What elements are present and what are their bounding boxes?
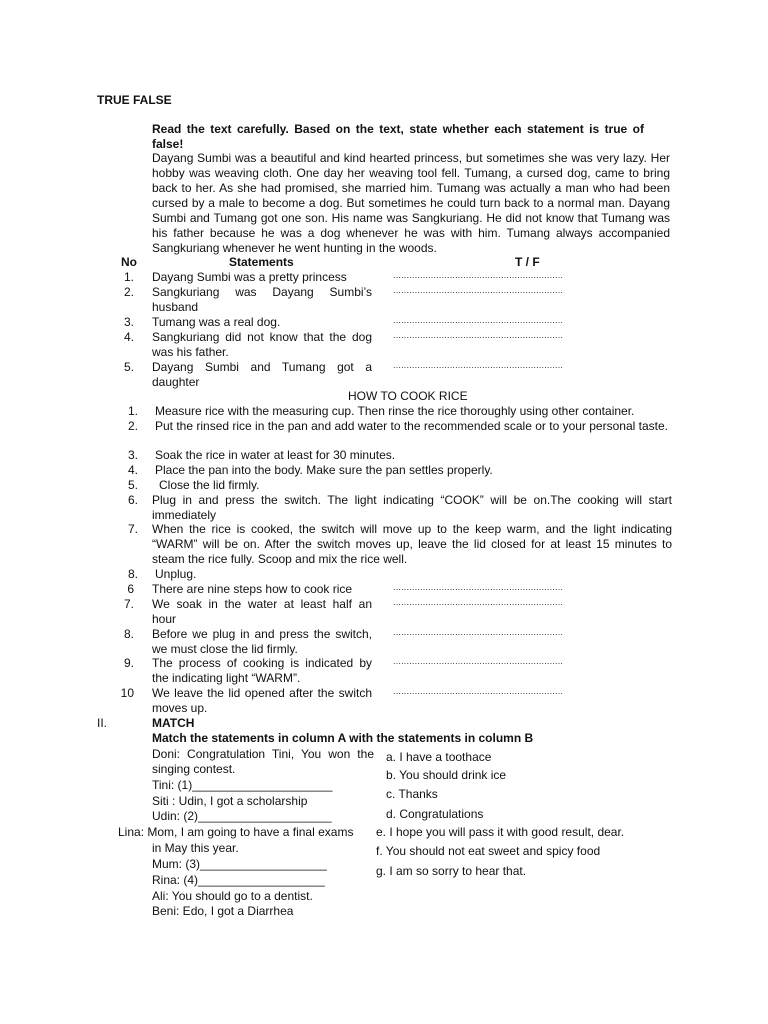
answer-blank[interactable]: ...............................................................: [393, 315, 564, 325]
step-number: 6.: [127, 493, 138, 507]
statement-number: 3.: [123, 315, 134, 329]
option-a: a. I have a toothace: [386, 750, 492, 764]
step-text: Soak the rice in water at least for 30 minutes.: [155, 448, 396, 462]
dialog-rina-blank[interactable]: Rina: (4)___________________: [152, 873, 325, 887]
statement-number: 4.: [123, 330, 134, 344]
statement-number: 6: [127, 582, 134, 596]
section-title: TRUE FALSE: [97, 93, 172, 107]
step-number: 4.: [127, 463, 138, 477]
step-number: 1.: [127, 404, 138, 418]
instruction: Read the text carefully. Based on the text, state whether each statement is true of false!: [152, 122, 644, 151]
option-d: d. Congratulations: [386, 807, 484, 821]
header-statements: Statements: [229, 255, 294, 269]
step-number: 2.: [127, 419, 138, 433]
section-roman-numeral: II.: [97, 716, 108, 730]
step-text: Put the rinsed rice in the pan and add water to the recommended scale or to your personal taste.: [155, 419, 668, 433]
step-text: When the rice is cooked, the switch will move up to the keep warm, and the light indicating “WARM” will be on. After the switch moves up, leave the lid closed for at least 15 minutes to steam the rice fully. Scoop and mix the rice well.: [152, 522, 672, 566]
step-text: Place the pan into the body. Make sure the pan settles properly.: [155, 463, 493, 477]
statement-number: 10: [120, 686, 134, 700]
dialog-udin-blank[interactable]: Udin: (2)____________________: [152, 809, 332, 823]
cook-title: HOW TO COOK RICE: [348, 389, 468, 403]
step-number: 5.: [127, 478, 138, 492]
statement-number: 1.: [123, 270, 134, 284]
option-c: c. Thanks: [386, 787, 438, 801]
statement-number: 5.: [123, 360, 134, 374]
statement-text: Tumang was a real dog.: [152, 315, 281, 329]
answer-blank[interactable]: ...............................................................: [393, 686, 564, 696]
step-number: 7.: [127, 522, 138, 536]
statement-text: Before we plug in and press the switch, we must close the lid firmly.: [152, 627, 372, 656]
dialog-doni: Doni: Congratulation Tini, You won the singing contest.: [152, 747, 374, 776]
statement-text: Dayang Sumbi and Tumang got a daughter: [152, 360, 372, 389]
match-title: MATCH: [152, 716, 195, 730]
dialog-lina: Lina: Mom, I am going to have a final exams: [118, 825, 354, 839]
dialog-siti: Siti : Udin, I got a scholarship: [152, 794, 308, 808]
match-instruction: Match the statements in column A with the statements in column B: [152, 731, 534, 745]
statement-text: Sangkuriang did not know that the dog was his father.: [152, 330, 372, 359]
option-e: e. I hope you will pass it with good result, dear.: [376, 825, 625, 839]
dialog-lina-cont: in May this year.: [152, 841, 239, 855]
statement-text: The process of cooking is indicated by the indicating light “WARM”.: [152, 656, 372, 685]
step-text: Close the lid firmly.: [159, 478, 260, 492]
statement-number: 2.: [123, 285, 134, 299]
answer-blank[interactable]: ...............................................................: [393, 330, 564, 340]
dialog-beni: Beni: Edo, I got a Diarrhea: [152, 904, 294, 918]
header-tf: T / F: [515, 255, 540, 269]
option-b: b. You should drink ice: [386, 768, 507, 782]
answer-blank[interactable]: ...............................................................: [393, 285, 564, 295]
dialog-mum-blank[interactable]: Mum: (3)___________________: [152, 857, 327, 871]
step-number: 3.: [127, 448, 138, 462]
answer-blank[interactable]: ...............................................................: [393, 360, 564, 370]
statement-text: Dayang Sumbi was a pretty princess: [152, 270, 347, 284]
statement-number: 8.: [123, 627, 134, 641]
statement-number: 7.: [123, 597, 134, 611]
statement-text: We leave the lid opened after the switch moves up.: [152, 686, 372, 715]
answer-blank[interactable]: ...............................................................: [393, 627, 564, 637]
statement-number: 9.: [123, 656, 134, 670]
answer-blank[interactable]: ...............................................................: [393, 597, 564, 607]
header-no: No: [121, 255, 137, 269]
option-g: g. I am so sorry to hear that.: [376, 864, 527, 878]
step-number: 8.: [127, 567, 138, 581]
statement-text: Sangkuriang was Dayang Sumbi’s husband: [152, 285, 372, 314]
step-text: Plug in and press the switch. The light indicating “COOK” will be on.The cooking will start immediately: [152, 493, 672, 522]
dialog-ali: Ali: You should go to a dentist.: [152, 889, 313, 903]
option-f: f. You should not eat sweet and spicy food: [376, 844, 601, 858]
step-text: Unplug.: [155, 567, 197, 581]
story-paragraph: Dayang Sumbi was a beautiful and kind hearted princess, but sometimes she was very lazy. Her hobby was weaving cloth. One day her weaving tool fell. Tumang, a cursed dog, came to bring back to her. As she had promised, she married him. Tumang was actually a man who had been cursed by a male to become a dog. But sometimes he could turn back to a normal man. Dayang Sumbi and Tumang got one son. His name was Sangkuriang. He did not know that Tumang was his father because he was a dog whenever he was with him. Tumang always accompanied Sangkuriang whenever he went hunting in the woods.: [152, 151, 670, 255]
answer-blank[interactable]: ...............................................................: [393, 656, 564, 666]
dialog-tini-blank[interactable]: Tini: (1)_____________________: [152, 778, 333, 792]
answer-blank[interactable]: ...............................................................: [393, 270, 564, 280]
step-text: Measure rice with the measuring cup. Then rinse the rice thoroughly using other container.: [155, 404, 635, 418]
answer-blank[interactable]: ...............................................................: [393, 582, 564, 592]
statement-text: We soak in the water at least half an hour: [152, 597, 372, 626]
statement-text: There are nine steps how to cook rice: [152, 582, 353, 596]
